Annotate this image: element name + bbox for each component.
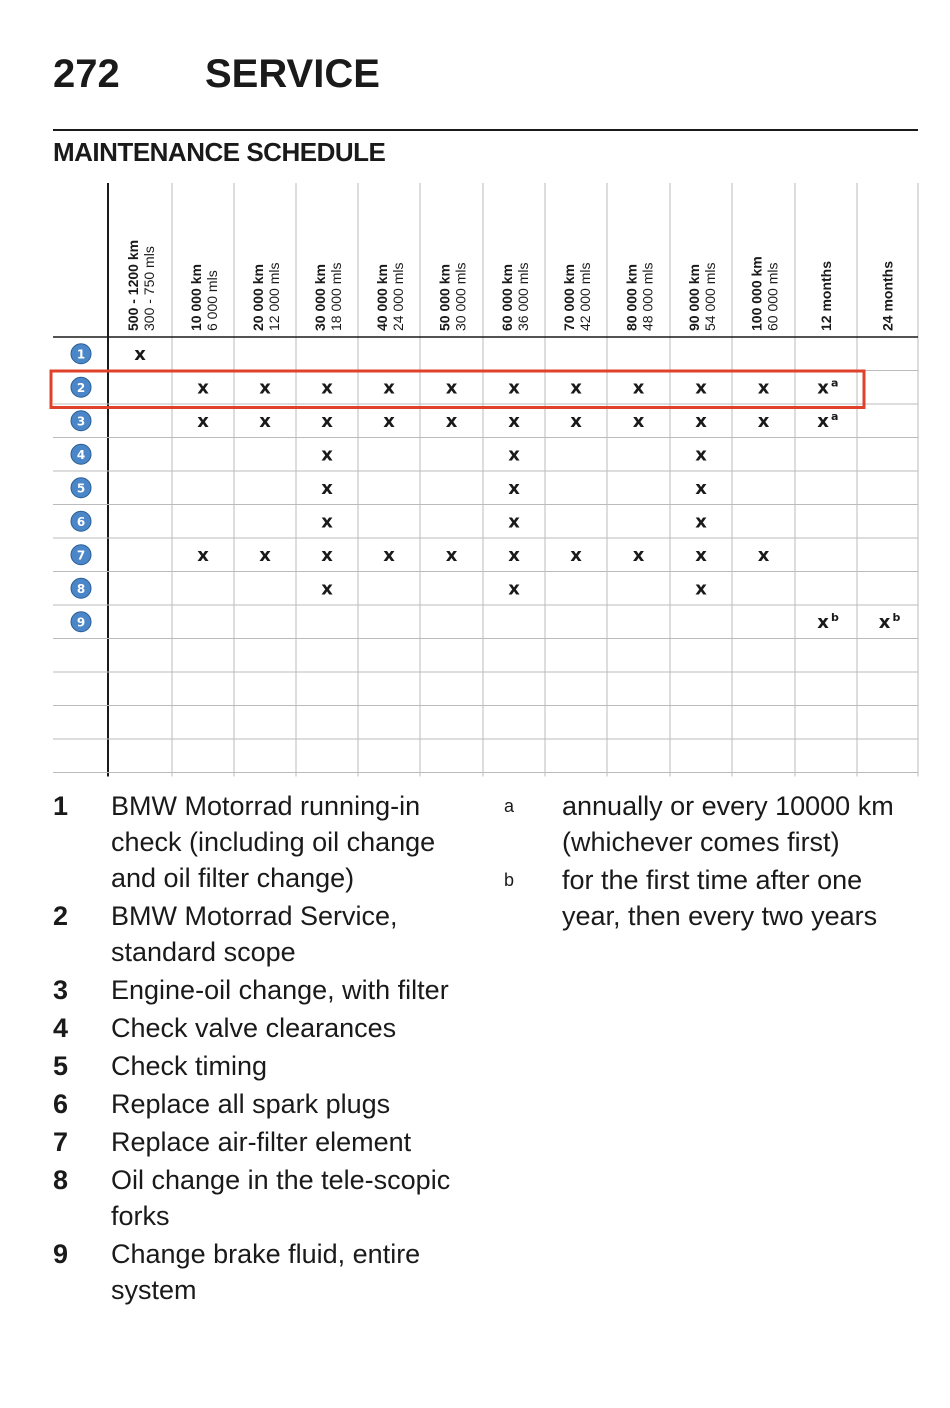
service-mark: x (508, 444, 520, 466)
legend-item (53, 1124, 473, 1160)
service-mark: x (321, 377, 333, 399)
service-mark: x (321, 578, 333, 600)
service-mark: x (383, 377, 395, 399)
legend-number: 6 (53, 1089, 69, 1119)
service-mark: x (508, 578, 520, 600)
interval-header-secondary: 24 000 mls (390, 262, 406, 331)
service-mark: x (570, 377, 582, 399)
service-mark: x (695, 444, 707, 466)
legend-list (53, 788, 473, 1310)
service-mark: x (259, 410, 271, 432)
legend-item (53, 1236, 473, 1308)
service-mark: x (321, 544, 333, 566)
service-mark: x (508, 511, 520, 533)
service-mark-footnote: b (831, 610, 839, 624)
interval-header-primary: 24 months (879, 260, 896, 331)
service-mark: x (321, 511, 333, 533)
service-mark: x (259, 377, 271, 399)
legend-text: Check timing (111, 1051, 268, 1081)
service-mark: x (197, 410, 209, 432)
interval-header-primary: 40 000 km (374, 264, 390, 331)
service-mark: x (695, 511, 707, 533)
service-mark-footnote: b (892, 610, 901, 624)
service-mark: x (134, 343, 146, 365)
legend-number: 2 (53, 901, 69, 931)
legend-number: 1 (53, 791, 69, 821)
service-mark: x (695, 410, 707, 432)
row-number-badge-label: 5 (76, 481, 86, 496)
footnotes-list (500, 788, 910, 936)
interval-header-primary: 60 000 km (499, 264, 515, 331)
interval-header-primary: 70 000 km (561, 264, 577, 331)
service-mark: x (817, 410, 829, 432)
page-title: SERVICE (205, 52, 380, 96)
service-mark: x (757, 377, 770, 399)
interval-header-secondary: 36 000 mls (515, 262, 531, 331)
service-mark: x (570, 544, 582, 566)
service-mark: x (321, 477, 333, 499)
legend-item (53, 1048, 473, 1084)
interval-header-primary: 10 000 km (188, 264, 204, 331)
legend-text: BMW Motorrad running-in check (including oil change and oil filter change) (111, 791, 436, 893)
legend-item (53, 1162, 473, 1234)
row-number-badge-label: 3 (76, 414, 86, 429)
service-mark: x (632, 377, 645, 399)
legend-text: Replace all spark plugs (111, 1089, 391, 1119)
section-title: MAINTENANCE SCHEDULE (53, 137, 386, 167)
interval-header-secondary: 300 - 750 mls (141, 246, 157, 331)
interval-header-primary: 500 - 1200 km (125, 239, 141, 331)
legend-text: Oil change in the tele-scopic forks (111, 1165, 451, 1231)
legend-item (53, 1086, 473, 1122)
service-mark: x (508, 544, 520, 566)
service-mark: x (695, 377, 707, 399)
legend-item (53, 788, 473, 896)
row-number-badge-label: 8 (76, 581, 86, 596)
row-number-badge-label: 1 (76, 347, 86, 362)
footnote-item (500, 862, 910, 934)
service-mark: x (321, 444, 333, 466)
interval-header-secondary: 18 000 mls (328, 262, 344, 331)
footnote-text: for the first time after one year, then every two years (562, 865, 878, 931)
service-mark: x (632, 544, 645, 566)
service-mark: x (878, 611, 891, 633)
footnote-key: b (504, 870, 515, 890)
service-mark: x (570, 410, 582, 432)
legend-item (53, 972, 473, 1008)
legend-item (53, 1010, 473, 1046)
interval-header-secondary: 6 000 mls (204, 270, 220, 331)
interval-header-secondary: 48 000 mls (639, 262, 656, 331)
interval-header-secondary: 54 000 mls (702, 262, 718, 331)
service-mark: x (383, 410, 395, 432)
interval-header-secondary: 42 000 mls (577, 262, 593, 331)
service-mark: x (817, 377, 829, 399)
service-mark: x (445, 544, 458, 566)
legend-text: Check valve clearances (111, 1013, 397, 1043)
interval-header-secondary: 12 000 mls (266, 262, 282, 331)
legend-number: 8 (53, 1165, 69, 1195)
row-number-badge-label: 4 (76, 447, 86, 462)
interval-header-secondary: 30 000 mls (452, 262, 469, 331)
service-mark: x (259, 544, 271, 566)
legend-text: Change brake fluid, entire system (111, 1239, 421, 1305)
footnote-text: annually or every 10000 km (whichever comes first) (562, 791, 894, 857)
footnote-item (500, 788, 910, 860)
service-mark: x (508, 410, 520, 432)
service-mark: x (817, 611, 829, 633)
service-mark: x (445, 410, 458, 432)
service-mark: x (508, 377, 520, 399)
service-mark: x (757, 410, 770, 432)
service-mark: x (632, 410, 645, 432)
service-mark: x (695, 578, 707, 600)
interval-header-primary: 90 000 km (686, 264, 702, 331)
legend-item (53, 898, 473, 970)
row-number-badge-label: 9 (76, 615, 86, 630)
legend-number: 5 (53, 1051, 69, 1081)
service-mark: x (383, 544, 395, 566)
service-mark: x (508, 477, 520, 499)
interval-header-primary: 20 000 km (250, 264, 266, 331)
service-mark: x (695, 544, 707, 566)
highlighted-row-outline (51, 371, 864, 408)
interval-header-primary: 30 000 km (312, 264, 328, 331)
service-mark-footnote: a (831, 376, 839, 390)
legend-text: BMW Motorrad Service, standard scope (111, 901, 398, 967)
service-mark: x (757, 544, 770, 566)
row-number-badge-label: 7 (76, 548, 86, 563)
footnote-key: a (504, 796, 515, 816)
service-mark: x (695, 477, 707, 499)
service-mark-footnote: a (831, 409, 839, 423)
interval-header-primary: 12 months (818, 260, 834, 331)
page-number: 272 (53, 52, 120, 96)
row-number-badge-label: 2 (76, 380, 86, 395)
row-number-badge-label: 6 (76, 514, 86, 529)
interval-header-secondary: 60 000 mls (764, 262, 781, 331)
legend-text: Replace air-filter element (111, 1127, 412, 1157)
service-mark: x (445, 377, 458, 399)
legend-number: 3 (53, 975, 69, 1005)
interval-header-primary: 80 000 km (623, 264, 640, 331)
interval-header-primary: 100 000 km (748, 256, 765, 331)
legend-number: 7 (53, 1127, 69, 1157)
service-mark: x (321, 410, 333, 432)
legend-number: 4 (53, 1013, 69, 1043)
service-mark: x (197, 544, 209, 566)
legend-text: Engine-oil change, with filter (111, 975, 449, 1005)
legend-number: 9 (53, 1239, 69, 1269)
service-mark: x (197, 377, 209, 399)
interval-header-primary: 50 000 km (436, 264, 453, 331)
